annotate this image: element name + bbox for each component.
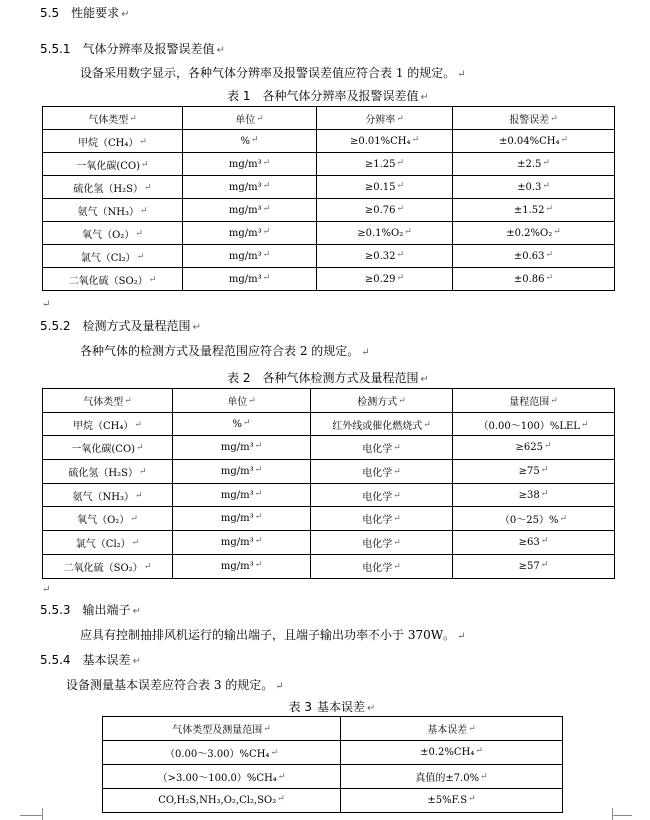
header-text: 单位 (235, 114, 256, 126)
cell-text: ≥75 (518, 465, 540, 477)
header-text: 气体类型及测量范围 (172, 725, 263, 736)
cell-text: 电化学 (362, 444, 393, 456)
table-row (43, 412, 615, 436)
table-cell (453, 130, 615, 153)
cell-end-mark: ↵ (480, 772, 488, 782)
cell-end-mark: ↵ (248, 395, 256, 406)
caption-title: 各种气体检测方式及量程范围 (262, 371, 419, 385)
cell-end-mark: ↵ (468, 794, 476, 804)
table-cell (317, 268, 453, 291)
cell-end-mark: ↵ (553, 226, 561, 237)
cell-text: mg/m³ (220, 489, 254, 501)
column-header (43, 389, 173, 413)
cell-text: ≥0.01%CH₄ (349, 135, 411, 147)
caption-title: 各种气体分辨率及报警误差值 (262, 89, 419, 103)
cell-end-mark: ↵ (423, 419, 431, 430)
cell-text: （0.00～3.00）%CH₄ (165, 749, 270, 760)
cell-end-mark: ↵ (540, 488, 549, 499)
table-row (103, 741, 563, 765)
cell-text: 一氧化碳(CO) (71, 444, 136, 456)
table-basic-error (102, 716, 563, 813)
table-cell (317, 199, 453, 222)
cell-end-mark: ↵ (139, 136, 147, 147)
table-row (103, 765, 563, 789)
cell-end-mark: ↵ (545, 272, 554, 283)
cell-end-mark: ↵ (396, 113, 404, 124)
cell-end-mark: ↵ (475, 746, 483, 756)
table-row (103, 789, 563, 813)
cell-end-mark: ↵ (148, 274, 157, 285)
table-cell (103, 741, 341, 765)
table-cell (43, 153, 183, 176)
cell-text: mg/m³ (220, 442, 254, 454)
cell-end-mark: ↵ (139, 466, 147, 477)
table-row (43, 554, 615, 578)
cell-text: ≥0.29 (364, 273, 396, 285)
cell-text: ≥0.1%O₂ (357, 227, 404, 239)
paragraph-mark: ↵ (121, 9, 130, 20)
cell-end-mark: ↵ (262, 180, 271, 191)
paragraph-5-5-2 (80, 343, 370, 361)
table-cell (311, 436, 453, 460)
column-header (103, 717, 341, 741)
cell-text: （>3.00～100.0）%CH₄ (157, 773, 277, 784)
table-cell (311, 531, 453, 555)
cell-text: mg/m³ (220, 513, 254, 525)
paragraph-text: 设备采用数字显示，各种气体分辨率及报警误差值应符合表 1 的规定。 (80, 66, 456, 80)
column-header (341, 717, 563, 741)
paragraph-mark: ↵ (192, 322, 201, 333)
cell-end-mark: ↵ (559, 514, 568, 525)
cell-text: 电化学 (362, 562, 393, 574)
cell-text: mg/m³ (228, 273, 262, 285)
table-2-caption (42, 370, 614, 388)
cell-end-mark: ↵ (277, 772, 286, 782)
table-cell (453, 460, 615, 484)
cell-end-mark: ↵ (254, 488, 263, 499)
cell-text: 氯气（Cl₂） (75, 538, 131, 550)
cell-end-mark: ↵ (136, 251, 145, 262)
cell-end-mark: ↵ (242, 417, 251, 428)
cell-text: ≥0.76 (364, 204, 396, 216)
section-title: 输出端子 (82, 603, 131, 617)
cell-end-mark: ↵ (550, 113, 558, 124)
table-cell (311, 507, 453, 531)
cell-end-mark: ↵ (396, 180, 405, 191)
paragraph-mark: ↵ (361, 347, 370, 358)
cell-end-mark: ↵ (540, 559, 549, 570)
table-cell (173, 436, 311, 460)
table-cell (183, 199, 317, 222)
cell-end-mark: ↵ (411, 134, 420, 145)
cell-end-mark: ↵ (393, 443, 401, 454)
paragraph-mark: ↵ (275, 681, 284, 692)
header-text: 气体类型 (88, 114, 129, 126)
cell-end-mark: ↵ (580, 419, 589, 430)
cell-end-mark: ↵ (254, 441, 263, 452)
table-cell (43, 268, 183, 291)
paragraph-mark: ↵ (132, 656, 141, 667)
cell-text: ±1.52 (513, 204, 545, 216)
cell-end-mark: ↵ (131, 537, 140, 548)
section-number: 5.5 (40, 6, 60, 20)
caption-title: 基本误差 (317, 700, 366, 714)
cell-end-mark: ↵ (263, 724, 271, 734)
cell-end-mark: ↵ (393, 537, 401, 548)
paragraph-text: 应具有控制抽排风机运行的输出端子，且端子输出功率不小于 370W。 (80, 628, 456, 642)
cell-text: mg/m³ (228, 227, 262, 239)
cell-end-mark: ↵ (393, 514, 401, 525)
header-text: 量程范围 (509, 396, 550, 408)
table-cell (183, 268, 317, 291)
table-cell (453, 412, 615, 436)
table-cell (173, 531, 311, 555)
cell-end-mark: ↵ (141, 159, 149, 170)
cell-text: mg/m³ (228, 158, 262, 170)
table-cell (317, 176, 453, 199)
cell-end-mark: ↵ (393, 466, 401, 477)
table-row (43, 507, 615, 531)
cell-end-mark: ↵ (262, 203, 271, 214)
table-cell (103, 765, 341, 789)
table-cell (183, 245, 317, 268)
column-header (173, 389, 311, 413)
paragraph-5-5-1 (80, 65, 466, 83)
cell-text: ±0.04%CH₄ (498, 135, 560, 147)
table-row (43, 245, 615, 268)
cell-text: ≥1.25 (364, 158, 396, 170)
cell-text: ≥57 (518, 560, 540, 572)
table-cell (43, 245, 183, 268)
table-cell (311, 554, 453, 578)
cell-text: 二氧化硫（SO₂） (63, 562, 143, 574)
cell-text: mg/m³ (220, 560, 254, 572)
cell-text: 氧气（O₂） (82, 229, 135, 241)
cell-end-mark: ↵ (144, 182, 152, 193)
section-title: 性能要求 (71, 6, 120, 20)
table-row (43, 460, 615, 484)
cell-text: 电化学 (362, 491, 393, 503)
section-heading-5-5-1 (40, 41, 225, 59)
section-heading-5-5-4 (40, 652, 141, 670)
paragraph-mark: ↵ (132, 606, 141, 617)
cell-text: ±0.3 (517, 181, 542, 193)
cell-text: 电化学 (362, 515, 393, 527)
cell-text: ±2.5 (517, 158, 542, 170)
cell-text: mg/m³ (220, 465, 254, 477)
cell-text: （0.00～100）%LEL (478, 420, 580, 432)
cell-text: 电化学 (362, 467, 393, 479)
cell-end-mark: ↵ (540, 464, 549, 475)
table-row (43, 176, 615, 199)
table-cell (453, 554, 615, 578)
header-text: 单位 (227, 396, 248, 408)
header-text: 检测方式 (357, 396, 398, 408)
paragraph-5-5-4 (66, 677, 284, 695)
cell-text: 甲烷（CH₄） (73, 420, 134, 432)
table-cell (453, 436, 615, 460)
table-cell (183, 153, 317, 176)
section-title: 检测方式及量程范围 (82, 319, 191, 333)
cell-end-mark: ↵ (135, 228, 143, 239)
table-row (43, 153, 615, 176)
table-row (43, 222, 615, 245)
cell-text: ≥63 (518, 536, 540, 548)
section-title: 气体分辨率及报警误差值 (82, 42, 215, 56)
caption-label: 表 3 (288, 700, 313, 714)
table-cell (311, 483, 453, 507)
table-cell (43, 483, 173, 507)
section-heading-5-5 (40, 5, 130, 23)
cell-end-mark: ↵ (130, 514, 138, 525)
crop-mark-bottom-right-horizontal (612, 815, 632, 816)
cell-end-mark: ↵ (396, 157, 405, 168)
table-1-caption (42, 88, 614, 106)
crop-mark-bottom-left-vertical (42, 808, 43, 820)
cell-end-mark: ↵ (396, 272, 405, 283)
table-cell (317, 153, 453, 176)
paragraph-mark: ↵ (42, 299, 51, 310)
table-row (43, 436, 615, 460)
table-cell (183, 222, 317, 245)
table-row (43, 483, 615, 507)
table-cell (453, 245, 615, 268)
cell-text: ±0.2%O₂ (506, 227, 553, 239)
table-cell (183, 176, 317, 199)
cell-end-mark: ↵ (398, 395, 406, 406)
cell-end-mark: ↵ (254, 559, 263, 570)
table-3-caption (102, 699, 562, 717)
cell-text: % (240, 135, 250, 147)
cell-end-mark: ↵ (134, 419, 142, 430)
table-cell (453, 176, 615, 199)
table-cell (43, 507, 173, 531)
table-cell (43, 531, 173, 555)
table-cell (311, 412, 453, 436)
cell-end-mark: ↵ (545, 249, 554, 260)
cell-end-mark: ↵ (262, 249, 271, 260)
cell-end-mark: ↵ (254, 464, 263, 475)
cell-end-mark: ↵ (404, 226, 412, 237)
table-cell (453, 222, 615, 245)
cell-text: 甲烷（CH₄） (78, 137, 139, 149)
table-cell (317, 130, 453, 153)
cell-text: ±0.2%CH₄ (420, 747, 475, 758)
column-header (311, 389, 453, 413)
column-header (317, 107, 453, 130)
cell-text: 氯气（Cl₂） (80, 252, 136, 264)
cell-end-mark: ↵ (543, 441, 552, 452)
cell-end-mark: ↵ (540, 535, 549, 546)
paragraph-mark: ↵ (420, 92, 429, 103)
table-cell (43, 222, 183, 245)
cell-text: ≥625 (515, 442, 543, 454)
paragraph-mark: ↵ (420, 374, 429, 385)
caption-label: 表 1 (227, 89, 251, 103)
cell-text: ±5%F.S (427, 795, 468, 806)
cell-text: 红外线或催化燃烧式 (332, 420, 423, 432)
paragraph-mark: ↵ (457, 69, 466, 80)
paragraph-mark: ↵ (457, 631, 466, 642)
column-header (453, 107, 615, 130)
cell-text: mg/m³ (228, 204, 262, 216)
cell-end-mark: ↵ (262, 272, 271, 283)
section-heading-5-5-3 (40, 602, 141, 620)
cell-text: 真值的±7.0% (415, 773, 480, 784)
cell-end-mark: ↵ (136, 443, 144, 454)
cell-end-mark: ↵ (396, 203, 405, 214)
table-cell (43, 176, 183, 199)
cell-end-mark: ↵ (277, 794, 285, 804)
table-cell (43, 436, 173, 460)
table-cell (173, 412, 311, 436)
cell-end-mark: ↵ (396, 249, 405, 260)
cell-end-mark: ↵ (270, 748, 278, 758)
table-cell (103, 789, 341, 813)
cell-end-mark: ↵ (124, 395, 132, 406)
cell-end-mark: ↵ (542, 180, 550, 191)
section-title: 基本误差 (82, 653, 131, 667)
cell-text: % (232, 418, 242, 430)
cell-text: 一氧化碳(CO) (76, 160, 141, 172)
cell-text: 氨气（NH₃） (72, 491, 134, 503)
cell-text: ≥0.15 (364, 181, 396, 193)
section-heading-5-5-2 (40, 318, 201, 336)
cell-end-mark: ↵ (542, 157, 550, 168)
caption-label: 表 2 (227, 371, 251, 385)
table-cell (341, 789, 563, 813)
table-row (43, 268, 615, 291)
header-text: 气体类型 (83, 396, 124, 408)
cell-end-mark: ↵ (560, 134, 569, 145)
table-cell (173, 460, 311, 484)
cell-end-mark: ↵ (262, 157, 271, 168)
paragraph-text: 设备测量基本误差应符合表 3 的规定。 (66, 678, 274, 692)
table-cell (317, 222, 453, 245)
table-gas-resolution-alarm-error (42, 106, 615, 291)
paragraph-text: 各种气体的检测方式及量程范围应符合表 2 的规定。 (80, 344, 360, 358)
header-text: 基本误差 (427, 725, 468, 736)
column-header (183, 107, 317, 130)
cell-end-mark: ↵ (393, 561, 401, 572)
cell-text: mg/m³ (220, 536, 254, 548)
table-cell (43, 130, 183, 153)
table-cell (43, 554, 173, 578)
cell-text: 电化学 (362, 538, 393, 550)
cell-text: CO,H₂S,NH₃,O₂,Cl₂,SO₂ (158, 795, 277, 806)
table-cell (453, 199, 615, 222)
cell-text: 氧气（O₂） (77, 515, 130, 527)
section-number: 5.5.4 (40, 653, 71, 667)
cell-end-mark: ↵ (129, 113, 137, 124)
cell-end-mark: ↵ (262, 226, 271, 237)
paragraph-5-5-3 (80, 627, 465, 645)
table-header-row (43, 107, 615, 130)
cell-text: ≥38 (518, 489, 540, 501)
table-cell (173, 554, 311, 578)
paragraph-mark: ↵ (42, 584, 51, 595)
table-cell (43, 460, 173, 484)
paragraph-mark: ↵ (216, 45, 225, 56)
table-row (43, 199, 615, 222)
cell-end-mark: ↵ (250, 134, 259, 145)
table-cell (311, 460, 453, 484)
table-cell (453, 507, 615, 531)
header-text: 分辨率 (365, 114, 396, 126)
cell-text: 氨气（NH₃） (77, 206, 139, 218)
section-number: 5.5.3 (40, 603, 71, 617)
cell-end-mark: ↵ (254, 535, 263, 546)
cell-end-mark: ↵ (256, 113, 264, 124)
cell-end-mark: ↵ (468, 724, 476, 734)
section-number: 5.5.2 (40, 319, 71, 333)
table-header-row (43, 389, 615, 413)
empty-paragraph (42, 294, 50, 313)
cell-text: ±0.63 (513, 250, 545, 262)
table-row (43, 130, 615, 153)
cell-text: （0～25）% (499, 515, 559, 527)
table-cell (43, 412, 173, 436)
table-cell (173, 507, 311, 531)
table-cell (453, 153, 615, 176)
cell-end-mark: ↵ (550, 395, 558, 406)
crop-mark-bottom-right-vertical (612, 808, 613, 820)
table-cell (43, 199, 183, 222)
cell-text: mg/m³ (228, 250, 262, 262)
table-header-row (103, 717, 563, 741)
cell-text: mg/m³ (228, 181, 262, 193)
table-row (43, 531, 615, 555)
cell-text: ±0.86 (513, 273, 545, 285)
table-gas-detection-range (42, 388, 615, 579)
table-cell (317, 245, 453, 268)
cell-end-mark: ↵ (143, 561, 152, 572)
table-cell (453, 531, 615, 555)
table-cell (173, 483, 311, 507)
cell-end-mark: ↵ (134, 490, 143, 501)
cell-end-mark: ↵ (545, 203, 554, 214)
header-text: 报警误差 (509, 114, 550, 126)
table-cell (453, 268, 615, 291)
table-cell (341, 765, 563, 789)
section-number: 5.5.1 (40, 42, 71, 56)
cell-text: 二氧化硫（SO₂） (68, 275, 148, 287)
table-cell (341, 741, 563, 765)
cell-text: 硫化氢（H₂S） (68, 467, 139, 479)
cell-end-mark: ↵ (393, 490, 401, 501)
paragraph-mark: ↵ (367, 703, 376, 714)
cell-text: 硫化氢（H₂S） (73, 183, 144, 195)
column-header (43, 107, 183, 130)
cell-end-mark: ↵ (254, 512, 263, 523)
empty-paragraph (42, 579, 50, 598)
column-header (453, 389, 615, 413)
crop-mark-bottom-left-horizontal (20, 815, 42, 816)
table-cell (453, 483, 615, 507)
cell-text: ≥0.32 (364, 250, 396, 262)
cell-end-mark: ↵ (139, 205, 148, 216)
table-cell (183, 130, 317, 153)
